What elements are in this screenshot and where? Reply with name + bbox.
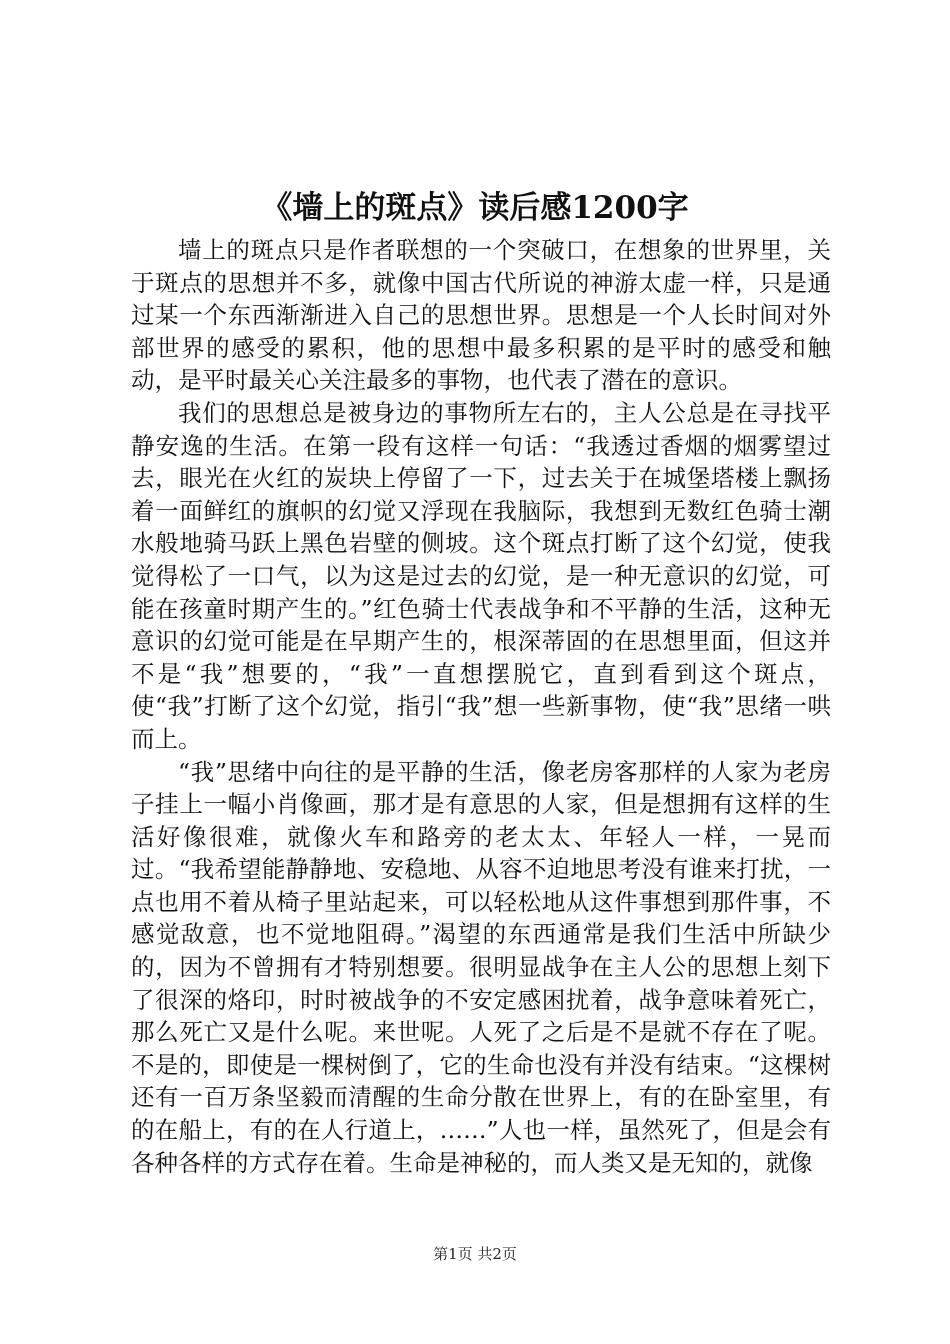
page-footer: 第1页 共2页 xyxy=(433,1245,517,1263)
document-body xyxy=(131,234,831,1179)
paragraph: 墙上的斑点只是作者联想的一个突破口，在想象的世界里，关于斑点的思想并不多，就像中国古代所说的神游太虚一样，只是通过某一个东西渐渐进入自己的思想世界。思想是一个人长时间对外部世界的感受的累积，他的思想中最多积累的是平时的感受和触动，是平时最关心关注最多的事物，也代表了潜在的意识。 xyxy=(131,236,831,395)
paragraph: “我”思绪中向往的是平静的生活，像老房客那样的人家为老房子挂上一幅小肖像画，那才是有意思的人家，但是想拥有这样的生活好像很难，就像火车和路旁的老太太、年轻人一样，一晃而过。“我希望能静静地、安稳地、从容不迫地思考没有谁来打扰，一点也用不着从椅子里站起来，可以轻松地从这件事想到那件事，不感觉敌意，也不觉地阻碍。”渴望的东西通常是我们生活中所缺少的，因为不曾拥有才特别想要。很明显战争在主人公的思想上刻下了很深的烙印，时时被战争的不安定感困扰着，战争意味着死亡，那么死亡又是什么呢。来世呢。人死了之后是不是就不存在了呢。不是的，即使是一棵树倒了，它的生命也没有并没有结束。“这棵树还有一百万条坚毅而清醒的生命分散在世界上，有的在卧室里，有的在船上，有的在人行道上，……”人也一样，虽然死了，但是会有各种各样的方式存在着。生命是神秘的，而人类又是无知的，就像 xyxy=(131,757,831,1177)
paragraph: 我们的思想总是被身边的事物所左右的，主人公总是在寻找平静安逸的生活。在第一段有这样一句话：“我透过香烟的烟雾望过去，眼光在火红的炭块上停留了一下，过去关于在城堡塔楼上飘扬着一面鲜红的旗帜的幻觉又浮现在我脑际，我想到无数红色骑士潮水般地骑马跃上黑色岩壁的侧坡。这个斑点打断了这个幻觉，使我觉得松了一口气，以为这是过去的幻觉，是一种无意识的幻觉，可能在孩童时期产生的。”红色骑士代表战争和不平静的生活，这种无意识的幻觉可能是在早期产生的，根深蒂固的在思想里面，但这并不是“我”想要的，“我”一直想摆脱它，直到看到这个斑点，使“我”打断了这个幻觉，指引“我”想一些新事物，使“我”思绪一哄而上。 xyxy=(131,398,831,753)
document-title: 《墙上的斑点》读后感1200字 xyxy=(261,190,689,226)
